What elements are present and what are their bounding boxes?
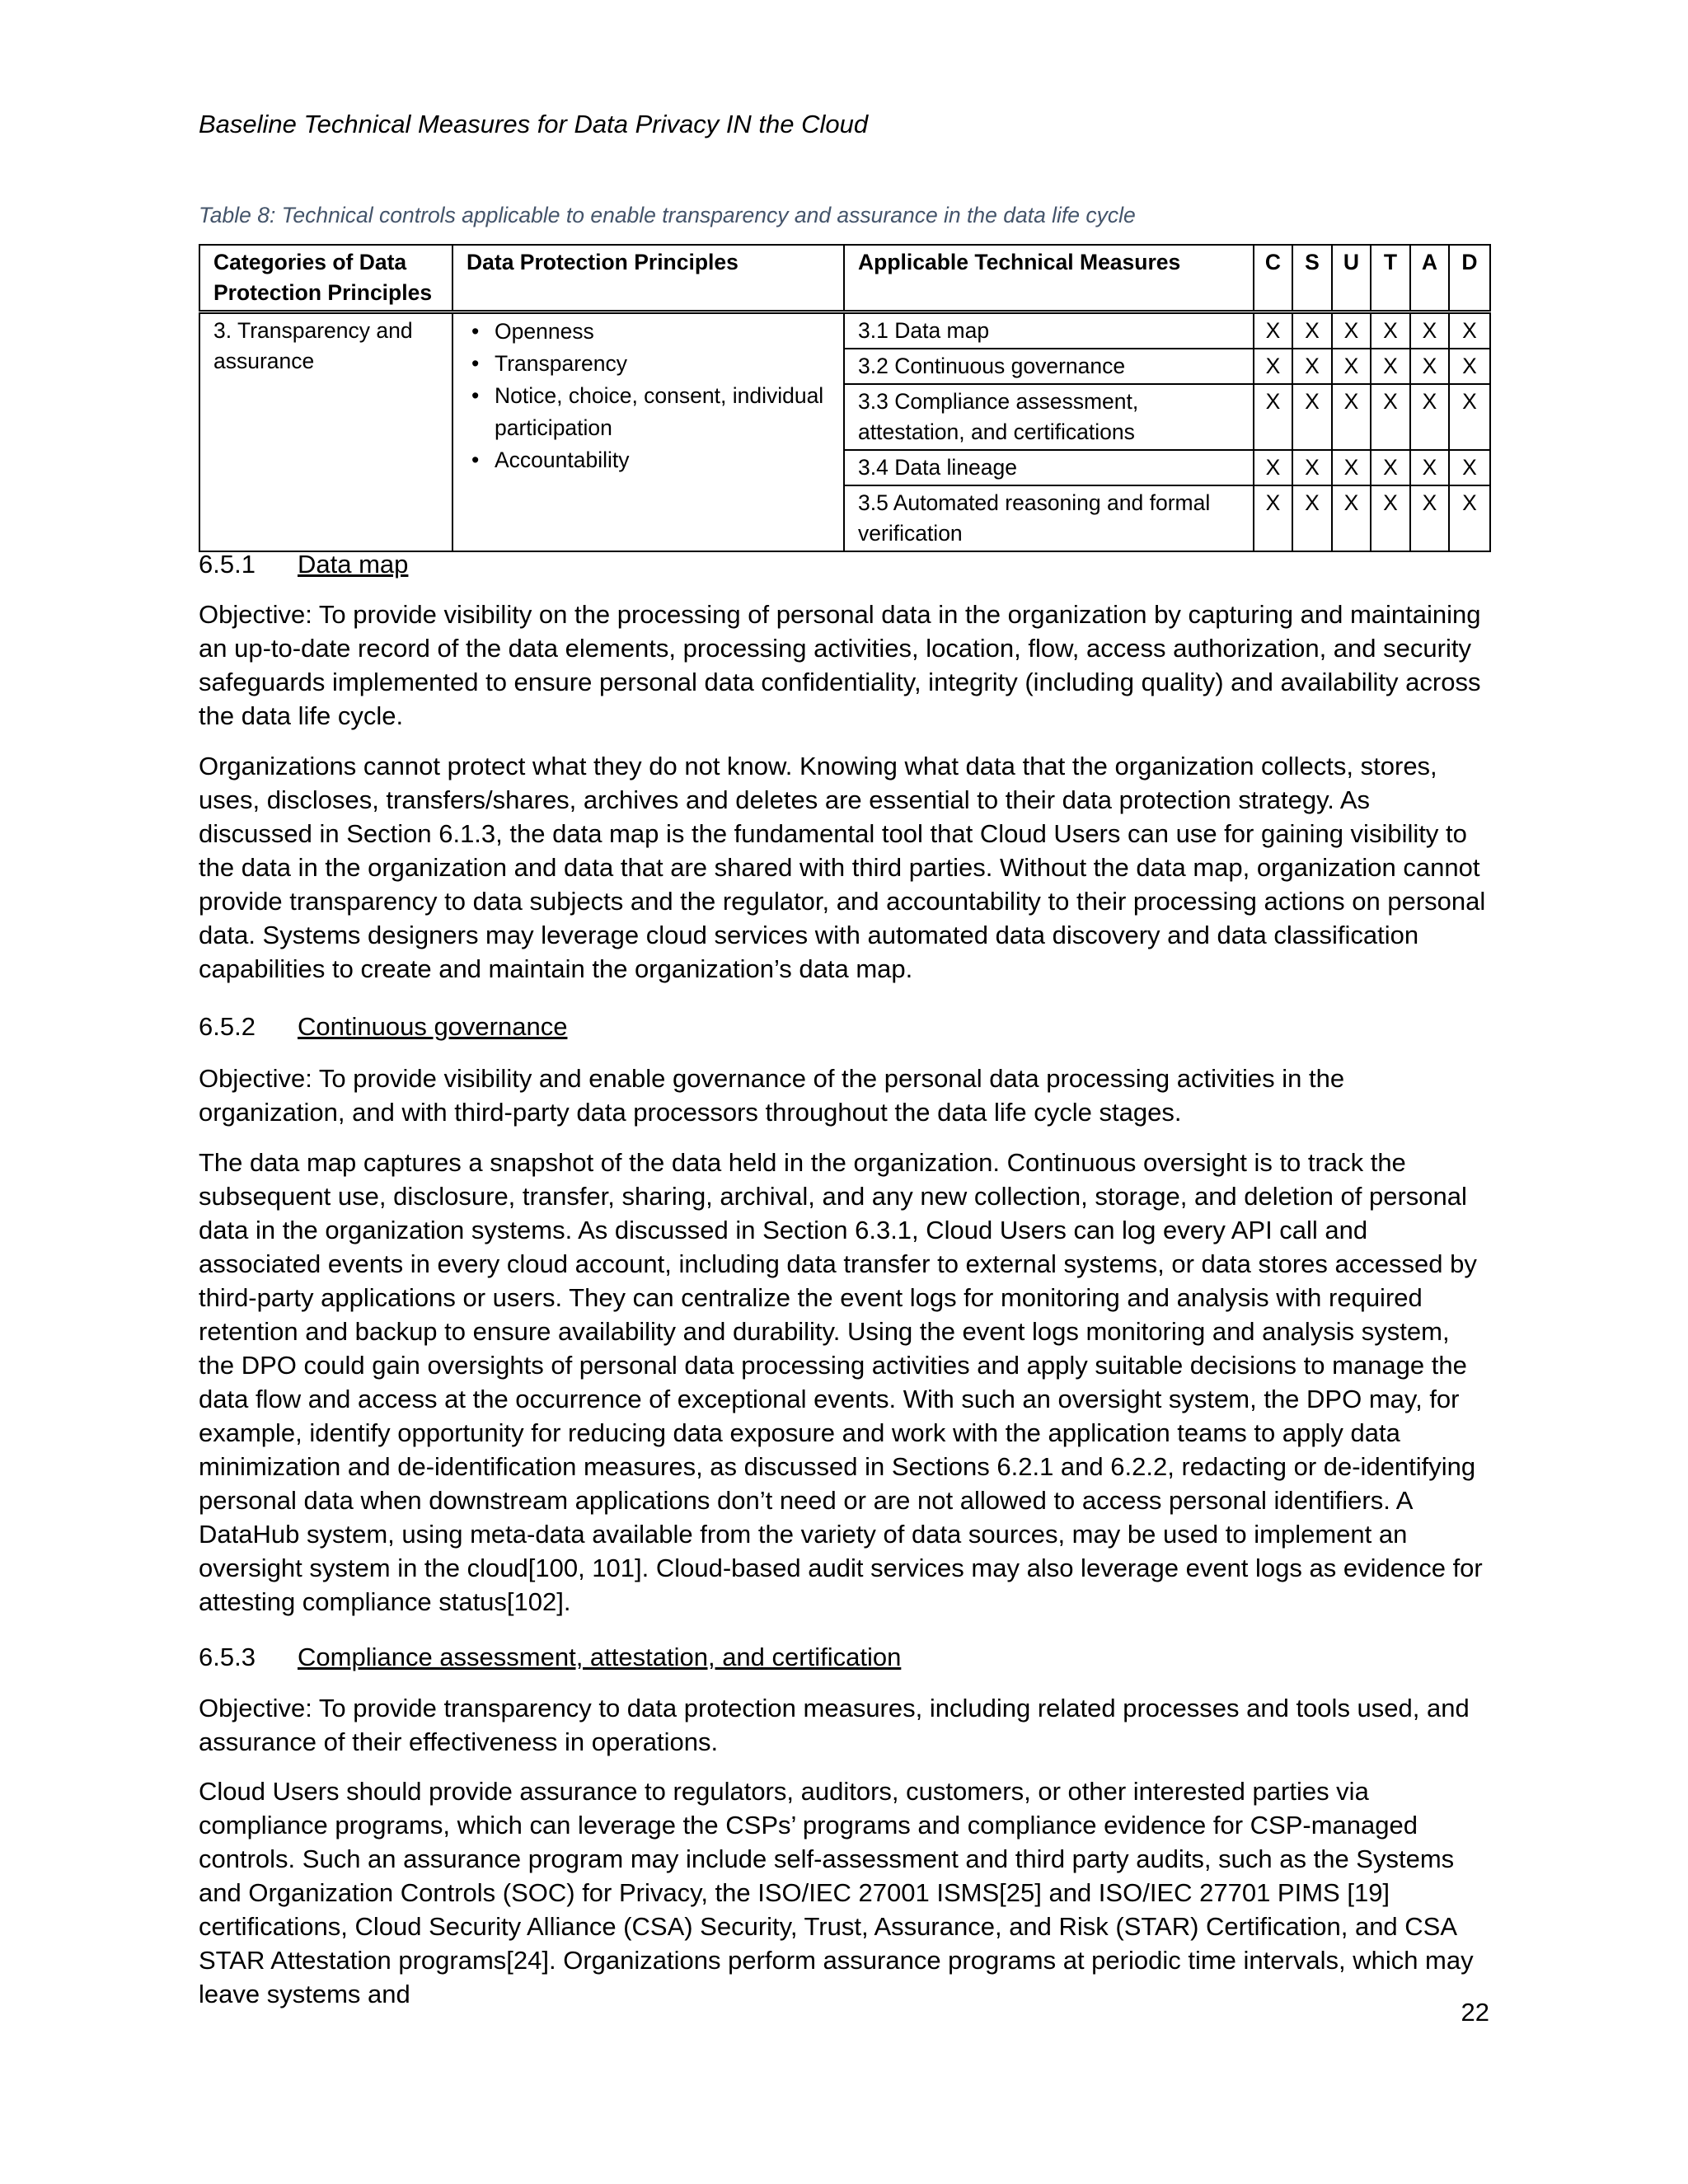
header-measures: Applicable Technical Measures [844, 245, 1254, 312]
measure-cell: 3.5 Automated reasoning and formal verification [844, 485, 1254, 551]
list-item: • Transparency [478, 348, 830, 380]
flag-cell: X [1410, 312, 1449, 349]
header-flag-a: A [1410, 245, 1449, 312]
flag-cell: X [1449, 485, 1490, 551]
technical-controls-table [199, 244, 1491, 552]
list-item: • Openness [478, 316, 830, 348]
flag-cell: X [1332, 312, 1371, 349]
header-flag-t: T [1371, 245, 1410, 312]
table-header-row [199, 245, 1490, 312]
measure-cell: 3.3 Compliance assessment, attestation, and certifications [844, 384, 1254, 450]
section-heading-continuous-governance [199, 1012, 567, 1042]
principles-list [467, 316, 830, 476]
flag-cell: X [1332, 450, 1371, 485]
list-item: • Notice, choice, consent, individual participation [478, 380, 830, 444]
measure-cell: 3.4 Data lineage [844, 450, 1254, 485]
section-heading-compliance [199, 1643, 901, 1672]
flag-cell: X [1292, 485, 1332, 551]
flag-cell: X [1410, 349, 1449, 384]
flag-cell: X [1292, 384, 1332, 450]
list-item: • Accountability [478, 444, 830, 476]
header-principles: Data Protection Principles [452, 245, 844, 312]
flag-cell: X [1371, 384, 1410, 450]
paragraph: Organizations cannot protect what they do not know. Knowing what data that the organization collects, stores, uses, discloses, transfers/shares, archives and deletes are essential to their data protection strategy. As discussed in Section 6.1.3, the data map is the fundamental tool that Cloud Users can use for gaining visibility to the data in the organization and data that are shared with third parties. Without the data map, organization cannot provide transparency to data subjects and the regulator, and accountability to their processing actions on personal data. Systems designers may leverage cloud services with automated data discovery and data classification capabilities to create and maintain the organization’s data map. [199, 752, 1486, 983]
section-title: Compliance assessment, attestation, and certification [298, 1643, 902, 1671]
header-flag-d: D [1449, 245, 1490, 312]
flag-cell: X [1254, 450, 1292, 485]
flag-cell: X [1332, 384, 1371, 450]
flag-cell: X [1410, 485, 1449, 551]
measure-cell: 3.1 Data map [844, 312, 1254, 349]
flag-cell: X [1371, 485, 1410, 551]
table-row [199, 312, 1490, 349]
paragraph: Cloud Users should provide assurance to regulators, auditors, customers, or other interested parties via compliance programs, which can leverage the CSPs’ programs and compliance evidence for CSP-managed controls. Such an assurance program may include self-assessment and third party audits, such as the Systems and Organization Controls (SOC) for Privacy, the ISO/IEC 27001 ISMS[25] and ISO/IEC 27701 PIMS [19] certifications, Cloud Security Alliance (CSA) Security, Trust, Assurance, and Risk (STAR) Certification, and CSA STAR Attestation programs[24]. Organizations perform assurance programs at periodic time intervals, which may leave systems and [199, 1777, 1474, 2008]
section-title: Continuous governance [298, 1012, 568, 1041]
flag-cell: X [1410, 450, 1449, 485]
header-flag-s: S [1292, 245, 1332, 312]
flag-cell: X [1449, 349, 1490, 384]
running-header: Baseline Technical Measures for Data Privacy IN the Cloud [199, 110, 869, 138]
flag-cell: X [1254, 485, 1292, 551]
section-number: 6.5.1 [199, 550, 256, 579]
flag-cell: X [1292, 450, 1332, 485]
flag-cell: X [1371, 312, 1410, 349]
section-heading-data-map [199, 550, 408, 579]
paragraph: The data map captures a snapshot of the data held in the organization. Continuous oversight is to track the subsequent use, disclosure, transfer, sharing, archival, and any new collection, storage, and deletion of personal data in the organization systems. As discussed in Section 6.3.1, Cloud Users can log every API call and associated events in every cloud account, including data transfer to external systems, or data stores accessed by third-party applications or users. They can centralize the event logs for monitoring and analysis with required retention and backup to ensure availability and durability. Using the event logs monitoring and analysis system, the DPO could gain oversights of personal data processing activities and apply suitable decisions to manage the data flow and access at the occurrence of exceptional events. With such an oversight system, the DPO may, for example, identify opportunity for reducing data exposure and work with the application teams to apply data minimization and de-identification measures, as discussed in Sections 6.2.1 and 6.2.2, redacting or de-identifying personal data when downstream applications don’t need or are not allowed to access personal identifiers. A DataHub system, using meta-data available from the variety of data sources, may be used to implement an oversight system in the cloud[100, 101]. Cloud-based audit services may also leverage event logs as evidence for attesting compliance status[102]. [199, 1148, 1483, 1616]
flag-cell: X [1254, 349, 1292, 384]
flag-cell: X [1254, 384, 1292, 450]
header-flag-u: U [1332, 245, 1371, 312]
section-number: 6.5.2 [199, 1012, 256, 1041]
flag-cell: X [1292, 349, 1332, 384]
page-number: 22 [1461, 1998, 1489, 2027]
flag-cell: X [1371, 349, 1410, 384]
measure-cell: 3.2 Continuous governance [844, 349, 1254, 384]
flag-cell: X [1332, 485, 1371, 551]
paragraph: Objective: To provide transparency to data protection measures, including related processes and tools used, and assurance of their effectiveness in operations. [199, 1694, 1470, 1756]
flag-cell: X [1410, 384, 1449, 450]
header-flag-c: C [1254, 245, 1292, 312]
paragraph: Objective: To provide visibility and enable governance of the personal data processing activities in the organization, and with third-party data processors throughout the data life cycle stages. [199, 1064, 1345, 1127]
paragraph: Objective: To provide visibility on the processing of personal data in the organization by capturing and maintaining an up-to-date record of the data elements, processing activities, location, flow, access authorization, and security safeguards implemented to ensure personal data confidentiality, integrity (including quality) and availability across the data life cycle. [199, 600, 1481, 730]
flag-cell: X [1449, 450, 1490, 485]
flag-cell: X [1292, 312, 1332, 349]
flag-cell: X [1449, 384, 1490, 450]
table-caption: Table 8: Technical controls applicable to enable transparency and assurance in the data life cycle [199, 203, 1136, 227]
flag-cell: X [1254, 312, 1292, 349]
header-category: Categories of Data Protection Principles [199, 245, 452, 312]
category-cell: 3. Transparency and assurance [199, 312, 452, 552]
section-title: Data map [298, 550, 409, 579]
principles-cell [452, 312, 844, 552]
flag-cell: X [1332, 349, 1371, 384]
flag-cell: X [1371, 450, 1410, 485]
flag-cell: X [1449, 312, 1490, 349]
section-number: 6.5.3 [199, 1643, 256, 1671]
